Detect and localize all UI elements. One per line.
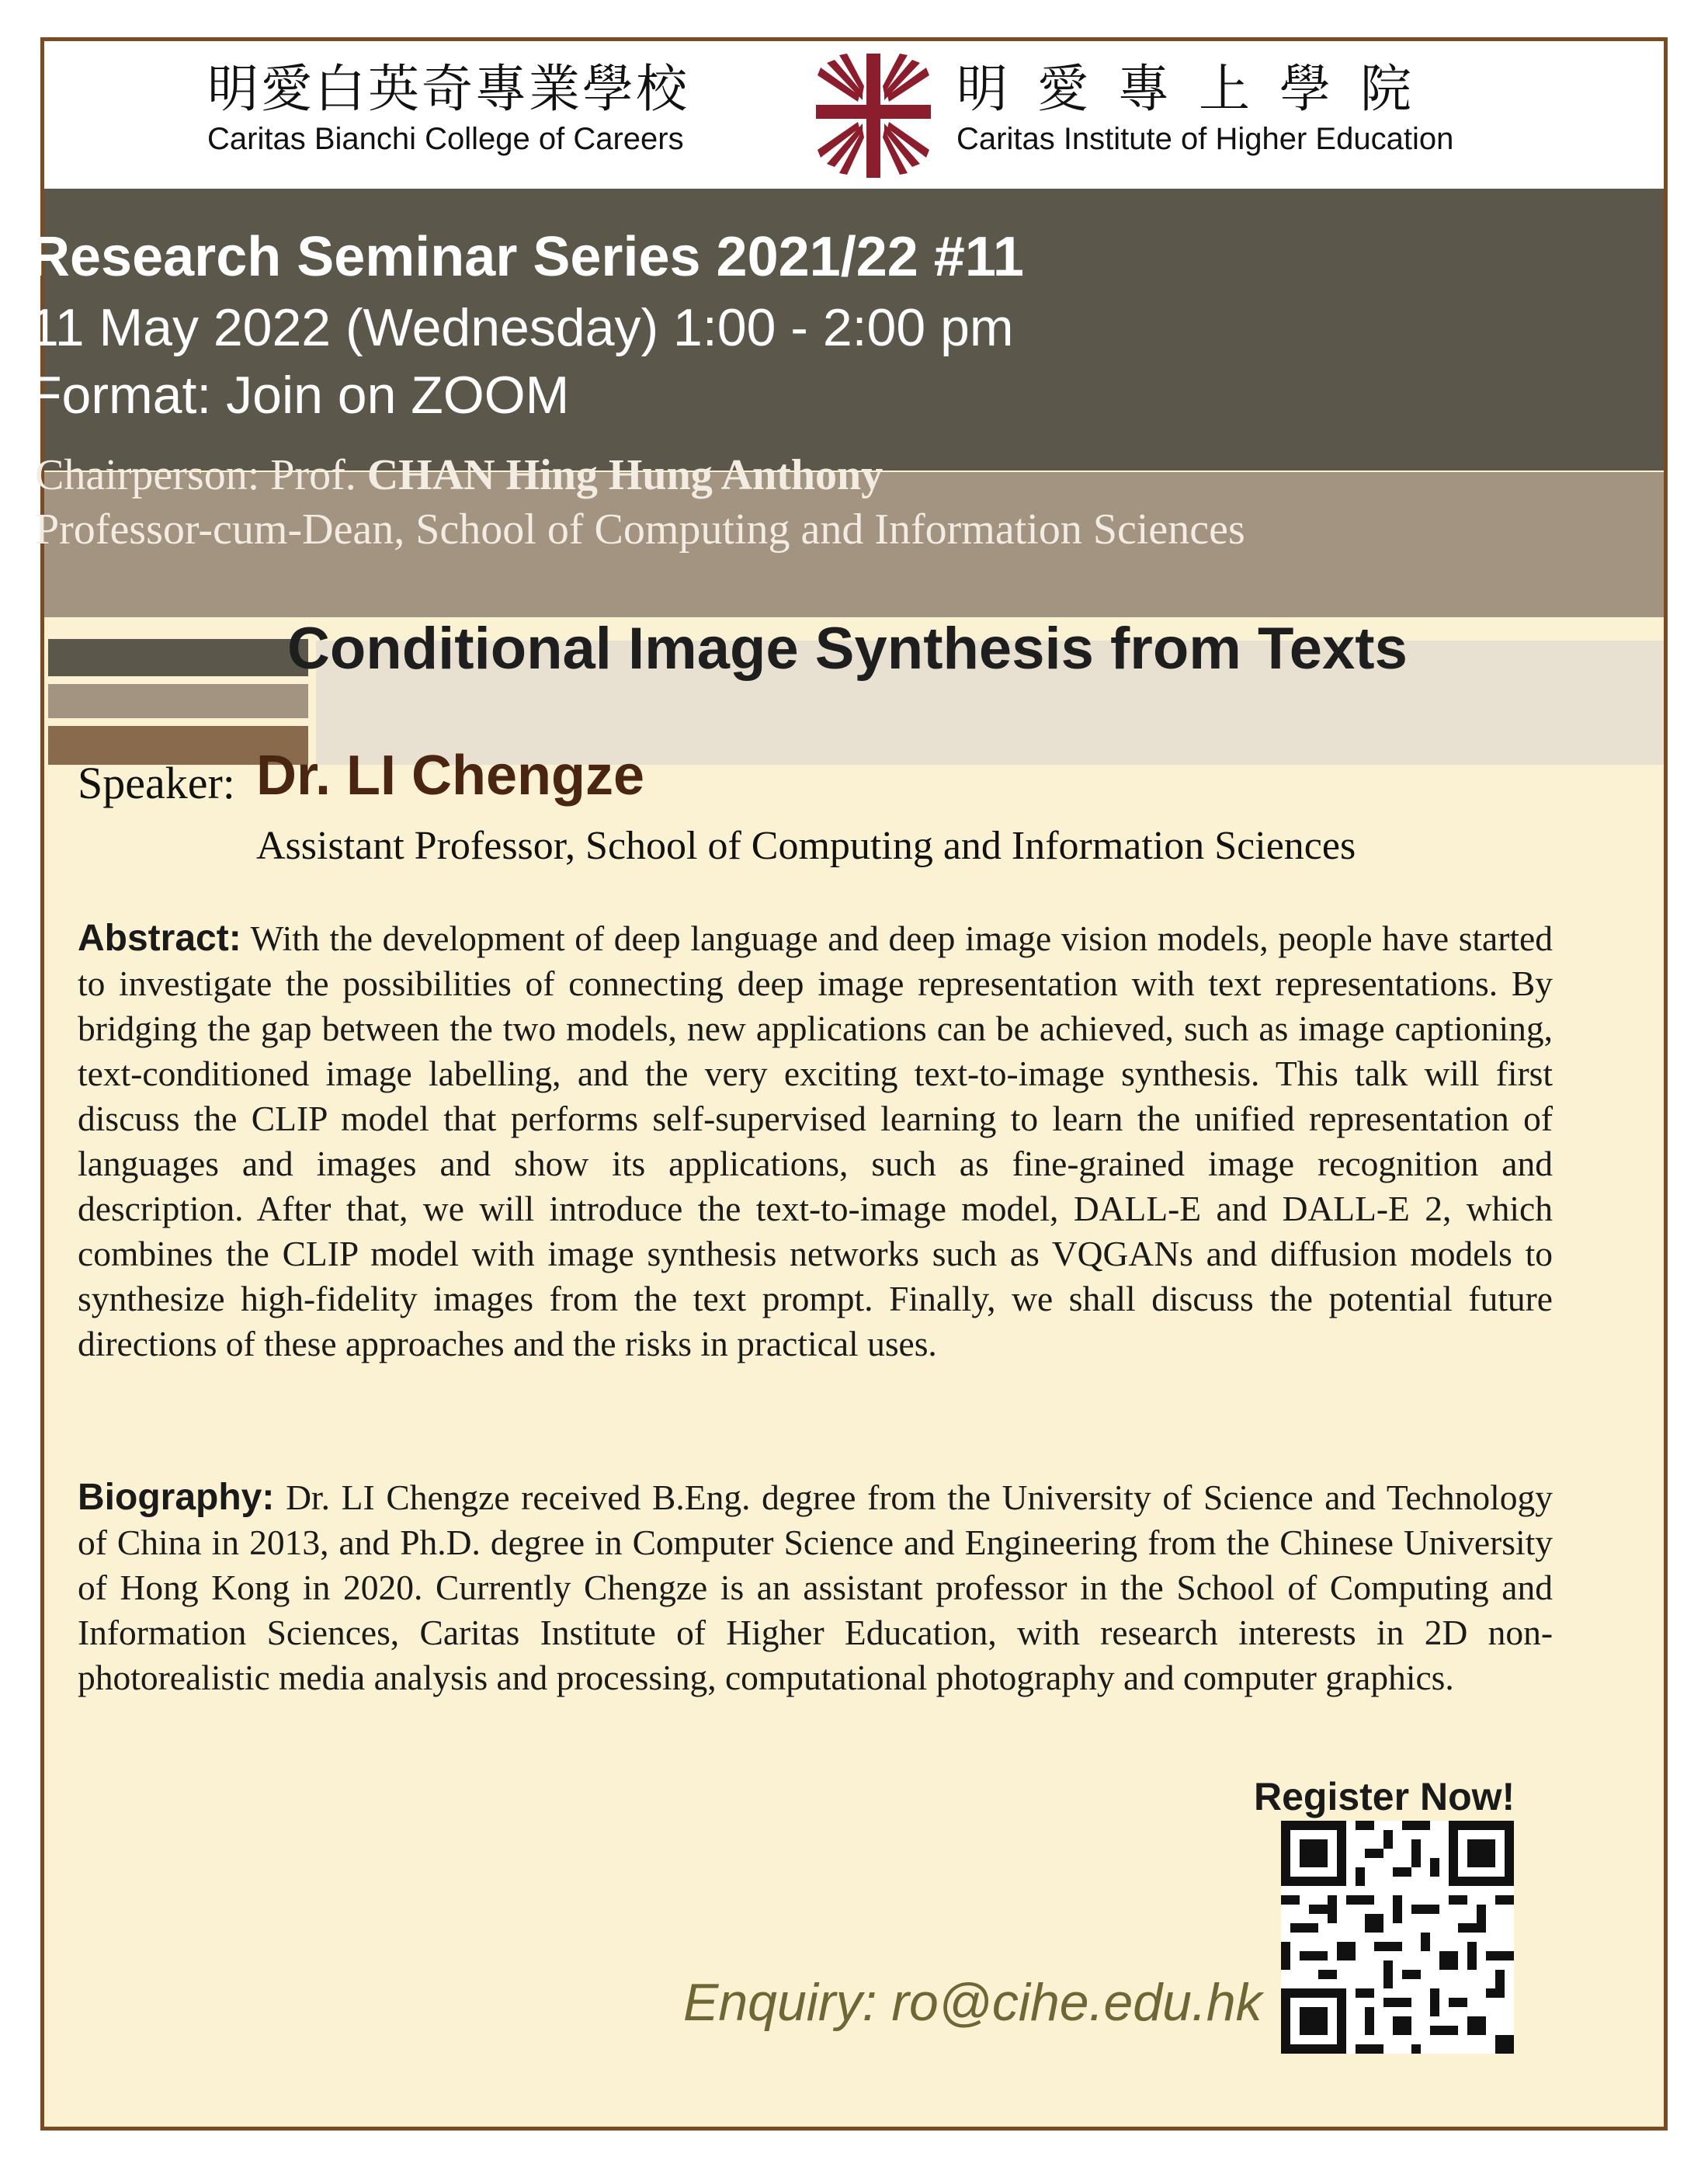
caritas-cross-logo-icon xyxy=(811,49,936,182)
event-format: Format: Join on ZOOM xyxy=(30,366,570,425)
enquiry-contact[interactable]: Enquiry: ro@cihe.edu.hk xyxy=(683,1973,1262,2032)
event-date-time: 11 May 2022 (Wednesday) 1:00 - 2:00 pm xyxy=(30,298,1014,357)
series-title: Research Seminar Series 2021/22 #11 xyxy=(30,226,1024,288)
chairperson-name: CHAN Hing Hung Anthony xyxy=(366,451,884,499)
bianchi-college-chinese-name: 明愛白英奇專業學校 xyxy=(207,59,689,119)
cihe-chinese-name: 明愛專上學院 xyxy=(956,59,1441,119)
decor-strip-dark xyxy=(48,639,308,676)
biography-label: Biography: xyxy=(78,1477,275,1518)
cihe-english-name: Caritas Institute of Higher Education xyxy=(956,122,1454,156)
abstract-label: Abstract: xyxy=(78,918,241,959)
speaker-label: Speaker: xyxy=(78,758,235,808)
header xyxy=(44,41,1664,189)
speaker-name: Dr. LI Chengze xyxy=(256,745,645,807)
decor-strip-taupe xyxy=(48,684,308,718)
chairperson-prefix: Chairperson: Prof. xyxy=(35,451,367,499)
chairperson-line xyxy=(35,450,883,500)
bianchi-college-english-name: Caritas Bianchi College of Careers xyxy=(207,122,684,156)
speaker-title: Assistant Professor, School of Computing and Information Sciences xyxy=(256,824,1356,868)
seminar-topic: Conditional Image Synthesis from Texts xyxy=(287,616,1408,682)
cihe-brand xyxy=(956,58,1578,158)
chairperson-title: Professor-cum-Dean, School of Computing and Information Sciences xyxy=(35,505,1245,554)
abstract-paragraph xyxy=(78,916,1553,1367)
registration-qr-code-icon[interactable] xyxy=(1281,1821,1514,2054)
bianchi-college-brand xyxy=(207,58,828,158)
biography-text: Dr. LI Chengze received B.Eng. degree from the University of Science and Technology of China in 2013, and Ph.D. degree in Computer Science and Engineering from the Chinese University of Hong Kong in 2020. Currently Chengze is an assistant professor in the School of Computing and Information Sciences, Caritas Institute of Higher Education, with research interests in 2D non-photorealistic media analysis and processing, computational photography and computer graphics. xyxy=(78,1478,1553,1697)
abstract-text: With the development of deep language and deep image vision models, people have started to investigate the possibilities of connecting deep image representation with text representations. By bridging the gap between the two models, new applications can be achieved, such as image captioning, text-conditioned image labelling, and the very exciting text-to-image synthesis. This talk will first discuss the CLIP model that performs self-supervised learning to learn the unified representation of languages and images and show its applications, such as fine-grained image recognition and description. After that, we will introduce the text-to-image model, DALL-E and DALL-E 2, which combines the CLIP model with image synthesis networks such as VQGANs and diffusion models to synthesize high-fidelity images from the text prompt. Finally, we shall discuss the potential future directions of these approaches and the risks in practical uses. xyxy=(78,919,1553,1363)
biography-paragraph xyxy=(78,1475,1553,1700)
register-now-label: Register Now! xyxy=(1254,1775,1515,1818)
